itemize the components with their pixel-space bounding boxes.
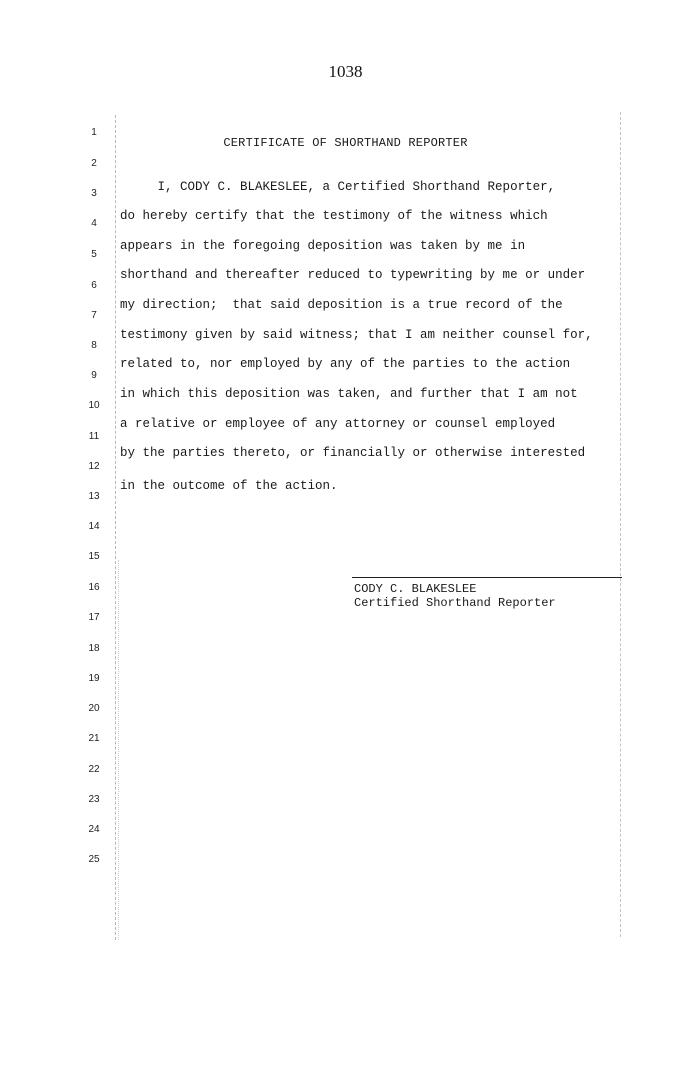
page-number: 1038 <box>328 62 363 81</box>
line-number: 19 <box>88 673 100 684</box>
line-number: 6 <box>91 280 97 291</box>
body-line: by the parties thereto, or financially or otherwise interested <box>120 446 586 460</box>
line-number: 24 <box>88 824 100 835</box>
left-margin-rule-secondary <box>118 560 119 940</box>
body-line: do hereby certify that the testimony of the witness which <box>120 209 548 223</box>
line-number: 11 <box>88 431 100 442</box>
line-number: 10 <box>88 400 100 411</box>
line-number: 13 <box>88 491 100 502</box>
line-number: 4 <box>91 218 97 229</box>
line-number: 17 <box>88 612 100 623</box>
line-number: 5 <box>91 249 97 260</box>
line-number: 2 <box>91 158 97 169</box>
line-number: 8 <box>91 340 97 351</box>
right-margin-rule <box>620 112 621 937</box>
line-number: 15 <box>88 551 100 562</box>
line-number: 12 <box>88 461 100 472</box>
body-line: appears in the foregoing deposition was taken by me in <box>120 239 526 253</box>
document-title: CERTIFICATE OF SHORTHAND REPORTER <box>223 136 468 150</box>
line-number: 7 <box>91 310 97 321</box>
body-line: shorthand and thereafter reduced to typewriting by me or under <box>120 268 586 282</box>
line-number: 9 <box>91 370 97 381</box>
body-line: related to, nor employed by any of the parties to the action <box>120 357 571 371</box>
line-number: 16 <box>88 582 100 593</box>
signature-title: Certified Shorthand Reporter <box>354 596 556 610</box>
line-number: 25 <box>88 854 100 865</box>
line-number: 18 <box>88 643 100 654</box>
body-line: in which this deposition was taken, and further that I am not <box>120 387 578 401</box>
body-line: I, CODY C. BLAKESLEE, a Certified Shorthand Reporter, <box>120 180 556 194</box>
body-line: a relative or employee of any attorney or counsel employed <box>120 417 556 431</box>
line-number: 23 <box>88 794 100 805</box>
left-margin-rule <box>115 115 116 940</box>
line-number: 1 <box>91 127 97 138</box>
line-number: 21 <box>88 733 100 744</box>
line-number: 20 <box>88 703 100 714</box>
body-line: my direction; that said deposition is a true record of the <box>120 298 563 312</box>
signature-rule <box>352 577 622 578</box>
body-line: in the outcome of the action. <box>120 479 338 493</box>
line-number: 3 <box>91 188 97 199</box>
body-line: testimony given by said witness; that I am neither counsel for, <box>120 328 593 342</box>
signature-name: CODY C. BLAKESLEE <box>354 582 477 596</box>
line-number: 14 <box>88 521 100 532</box>
line-number: 22 <box>88 764 100 775</box>
